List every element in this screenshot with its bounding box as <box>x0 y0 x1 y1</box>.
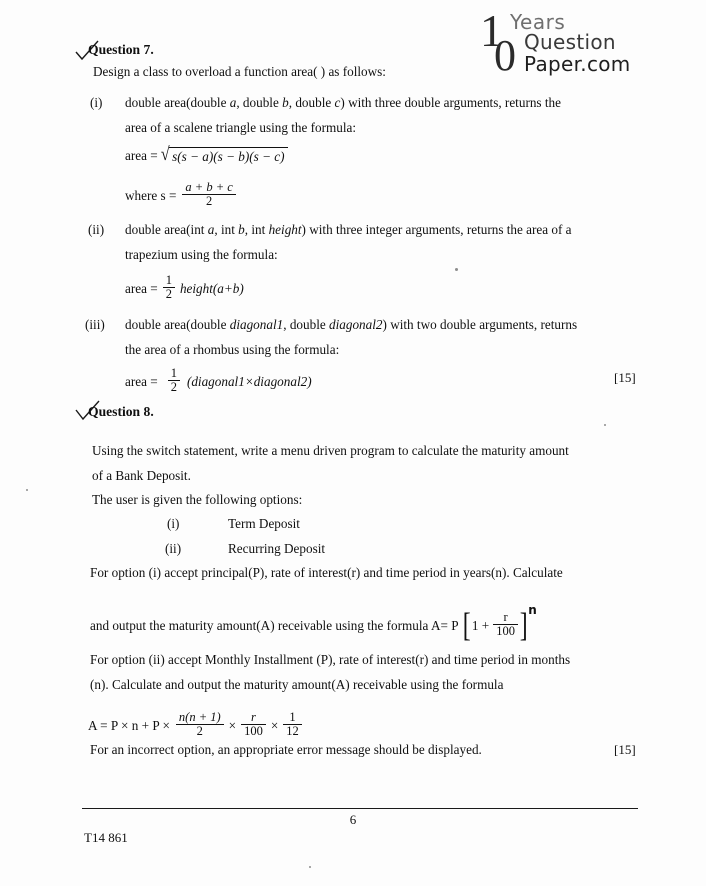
heron-formula <box>125 144 288 165</box>
question-7-intro: Design a class to overload a function area( ) as follows: <box>93 64 386 79</box>
semi-perimeter-fraction <box>182 181 235 208</box>
compound-one-plus: 1 + <box>471 617 490 633</box>
recurring-rate-numerator: r <box>251 710 256 724</box>
q7-ii-text-mid2: , int <box>244 222 269 237</box>
q7-iii-param-diagonal2: diagonal2 <box>329 317 383 332</box>
trapezium-expression: height(a+b) <box>179 280 244 296</box>
rhombus-denominator: 2 <box>168 380 180 394</box>
trapezium-numerator: 1 <box>165 273 172 287</box>
q7-ii-param-b: b <box>238 222 245 237</box>
q8-para1-line1: Using the switch statement, write a menu driven program to calculate the maturity amount <box>92 443 569 458</box>
rhombus-expression: (diagonal1×diagonal2) <box>186 373 312 389</box>
where-s-text: where s = <box>125 187 177 203</box>
semi-perimeter-denominator: 2 <box>182 194 235 208</box>
logo-digit-one: 1 <box>480 5 503 56</box>
q8-option-ii-text: Recurring Deposit <box>228 541 326 556</box>
site-logo <box>480 6 640 78</box>
compound-bracket-group <box>461 603 538 644</box>
q8-option-i-label: (i) <box>167 516 180 531</box>
radical-sign: √ <box>160 144 170 165</box>
semi-perimeter-numerator: a + b + c <box>185 180 233 194</box>
question-8-heading: Question 8. <box>88 404 154 419</box>
q8-option-ii-label: (ii) <box>165 541 182 556</box>
footer-divider <box>82 808 638 809</box>
q7-item-ii-line2: trapezium using the formula: <box>125 247 278 262</box>
q8-error-instruction: For an incorrect option, an appropriate error message should be displayed. <box>90 742 482 757</box>
paper-code: T14 861 <box>84 830 128 845</box>
q7-i-text-pre: double area(double <box>125 95 230 110</box>
recurring-n-fraction <box>176 711 224 738</box>
q7-item-ii-line1 <box>125 222 572 237</box>
logo-paper-text: Paper.com <box>524 52 631 76</box>
left-bracket-icon: [ <box>462 606 471 644</box>
q7-i-param-a: a <box>229 95 237 110</box>
question-8-marks: [15] <box>614 742 636 757</box>
q7-item-i-label: (i) <box>90 95 103 110</box>
question-7-heading: Question 7. <box>88 42 154 57</box>
recurring-month-fraction <box>283 711 302 738</box>
rate-fraction <box>493 611 518 638</box>
q7-ii-text-mid1: , int <box>214 222 239 237</box>
q7-ii-param-a: a <box>207 222 215 237</box>
scan-speck <box>455 268 458 271</box>
recurring-rate-fraction <box>241 711 266 738</box>
q7-item-iii-line2: the area of a rhombus using the formula: <box>125 342 340 357</box>
q7-item-ii-label: (ii) <box>88 222 105 237</box>
page-number: 6 <box>349 812 357 827</box>
trapezium-formula <box>125 275 244 302</box>
q7-iii-text-mid1: , double <box>283 317 330 332</box>
q8-option-i-text: Term Deposit <box>228 516 300 531</box>
rate-denominator: 100 <box>493 624 518 638</box>
question-7-marks: [15] <box>614 370 636 385</box>
scan-speck <box>26 489 28 491</box>
recurring-month-denominator: 12 <box>283 724 302 738</box>
logo-question-text: Question <box>524 30 616 54</box>
logo-years-text: Years <box>510 10 566 34</box>
q8-para2: The user is given the following options: <box>92 492 303 507</box>
q7-item-i-line2: area of a scalene triangle using the formula: <box>125 120 357 135</box>
right-bracket-icon: ] <box>519 606 528 644</box>
compound-exponent-n: n <box>528 603 537 617</box>
scan-speck <box>309 866 311 868</box>
recurring-deposit-formula <box>88 712 302 739</box>
q7-iii-text-post: ) with two double arguments, returns <box>382 317 578 332</box>
recurring-n-numerator: n(n + 1) <box>178 710 221 724</box>
q7-i-text-mid1: , double <box>236 95 283 110</box>
q7-i-param-c: c <box>334 95 341 110</box>
q7-ii-param-height: height <box>268 222 302 237</box>
rate-numerator: r <box>503 610 508 624</box>
where-s-label <box>125 188 176 204</box>
q7-ii-text-pre: double area(int <box>125 222 208 237</box>
q8-para1-line2: of a Bank Deposit. <box>92 468 191 483</box>
q7-ii-text-post: ) with three integer arguments, returns the area of a <box>301 222 572 237</box>
compound-interest-formula <box>90 603 538 644</box>
q8-option-i-instruction: For option (i) accept principal(P), rate of interest(r) and time period in years(n). Calculate <box>90 565 563 580</box>
rhombus-formula <box>125 368 312 395</box>
q8-option-ii-instruction-line2: (n). Calculate and output the maturity amount(A) receivable using the formula <box>90 677 504 692</box>
recurring-month-numerator: 1 <box>289 710 296 724</box>
q7-i-param-b: b <box>282 95 289 110</box>
q7-iii-text-pre: double area(double <box>125 317 230 332</box>
trapezium-area-label: area = <box>125 280 158 296</box>
q7-item-i-line1 <box>125 95 561 110</box>
q8-option-ii-instruction-line1: For option (ii) accept Monthly Installment (P), rate of interest(r) and time period in months <box>90 652 571 667</box>
recurring-operator-1: × <box>228 717 237 733</box>
trapezium-denominator: 2 <box>163 287 175 301</box>
q7-item-iii-label: (iii) <box>85 317 105 332</box>
rhombus-area-label: area = <box>125 373 158 389</box>
logo-digit-zero: 0 <box>494 31 516 80</box>
rhombus-numerator: 1 <box>170 366 177 380</box>
semi-perimeter-formula <box>125 182 236 209</box>
recurring-operator-2: × <box>270 717 279 733</box>
scan-speck <box>604 424 606 426</box>
heron-area-label: area = <box>125 148 158 163</box>
q7-item-iii-line1 <box>125 317 577 332</box>
heron-radicand: s(s − a)(s − b)(s − c) <box>169 147 287 165</box>
q7-i-text-post: ) with three double arguments, returns the <box>340 95 561 110</box>
square-root-icon <box>160 144 288 165</box>
compound-formula-lead: and output the maturity amount(A) receivable using the formula A= P <box>90 617 459 633</box>
recurring-formula-lead: A = P × n + P × <box>88 717 170 733</box>
rhombus-half-fraction <box>168 367 180 394</box>
recurring-rate-denominator: 100 <box>241 724 266 738</box>
trapezium-half-fraction <box>163 274 175 301</box>
q7-i-text-mid2: , double <box>288 95 335 110</box>
recurring-n-denominator: 2 <box>176 724 224 738</box>
q7-iii-param-diagonal1: diagonal1 <box>229 317 284 332</box>
